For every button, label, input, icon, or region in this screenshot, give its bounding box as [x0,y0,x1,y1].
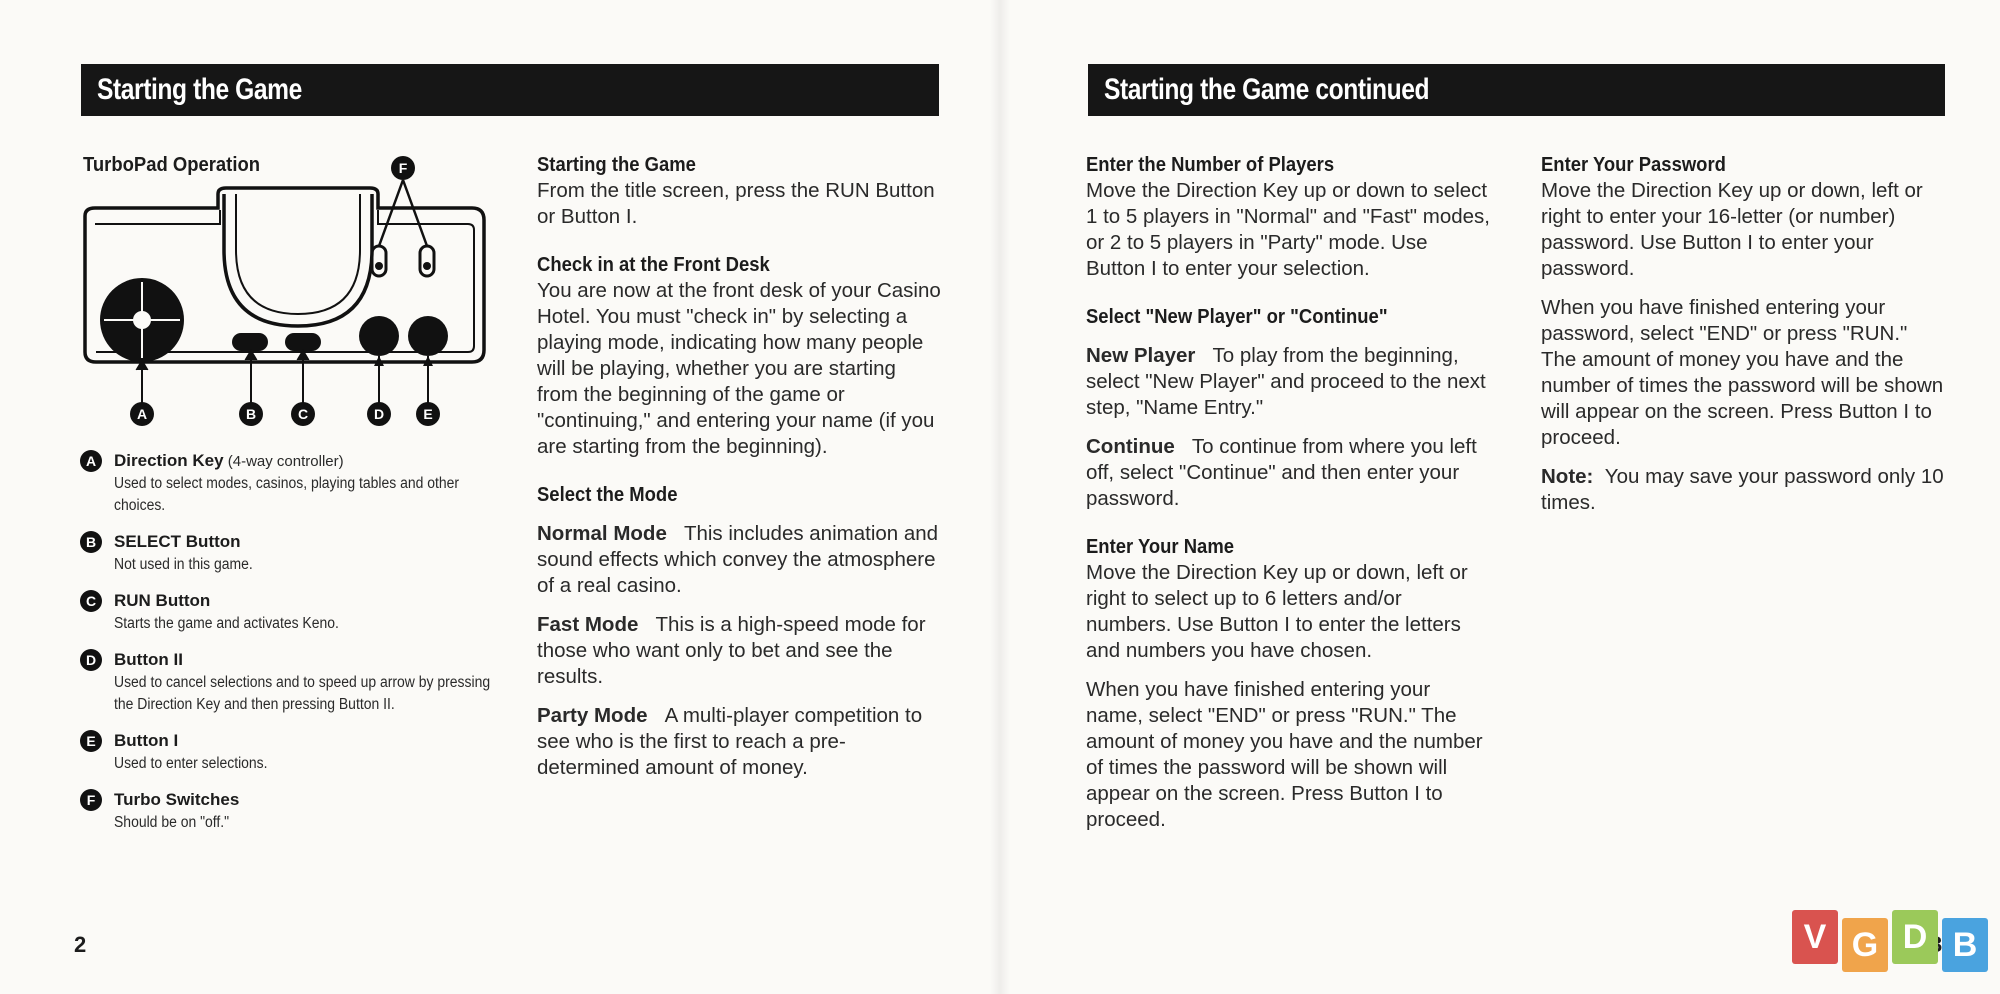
note-lead: Note: [1541,465,1594,488]
diagram-label-d: D [373,406,385,422]
button-ii-shape [359,316,399,356]
legend-item [80,590,500,635]
normal-mode-lead: Normal Mode [537,522,667,545]
name-text-2: When you have finished entering your name, select "END" or press "RUN." The amount of money you have and the number of times the password will be shown will appear on the screen. Press Button I to proceed. [1086,678,1483,831]
turbo-switch-right [420,246,434,276]
players-text: Move the Direction Key up or down to select 1 to 5 players in "Normal" and "Fast" modes, or 2 to 5 players in "Party" mode. Use Button I to enter your selection. [1086,179,1490,280]
button-legend [80,450,500,848]
diagram-label-a: A [136,406,148,422]
mode-heading: Select the Mode [537,483,678,506]
left-banner [81,64,939,116]
starting-text: From the title screen, press the RUN Button or Button I. [537,179,935,228]
party-mode-text: A multi-player competition to see who is the first to reach a pre-determined amount of money. [537,704,923,779]
continue-text: To continue from where you left off, select "Continue" and then enter your password. [1086,435,1477,510]
legend-description: Should be on "off." [114,814,230,831]
new-player-text: To play from the beginning, select "New Player" and proceed to the next step, "Name Entry." [1086,344,1486,419]
right-col-1 [1086,152,1491,833]
fast-mode-lead: Fast Mode [537,613,639,636]
continue-lead: Continue [1086,435,1175,458]
name-text: Move the Direction Key up or down, left or right to select up to 6 letters and/or numbers. Use Button I to enter the letters and numbers you have chosen. [1086,561,1468,662]
watermark-tile-g: G [1842,918,1888,972]
watermark-tile-v: V [1792,910,1838,964]
legend-description: Used to select modes, casinos, playing tables and other choices. [114,475,460,514]
party-mode-paragraph [537,703,942,781]
diagram-label-e: E [423,406,433,422]
watermark-tile-b: B [1942,918,1988,972]
fast-mode-text: This is a high-speed mode for those who want only to bet and see the results. [537,613,926,688]
legend-item [80,649,500,716]
left-text-column [537,152,942,781]
left-page-number: 2 [74,932,87,957]
watermark-tile-d: D [1892,910,1938,964]
note-paragraph [1541,464,1946,516]
legend-description: Starts the game and activates Keno. [114,615,339,632]
legend-badge: E [80,730,102,752]
legend-item [80,789,500,834]
legend-badge: F [80,789,102,811]
legend-item [80,450,500,517]
legend-item [80,531,500,576]
fast-mode-paragraph [537,612,942,690]
diagram-label-f: F [398,160,408,176]
legend-title: Button II [114,650,183,669]
legend-title: SELECT Button [114,532,241,551]
checkin-text: You are now at the front desk of your Casino Hotel. You must "check in" by selecting a playing mode, indicating how many people will be playing, whether you are starting from the beginning of the game or "continuing," and entering your name (if you are starting from the beginning). [537,279,941,458]
select-player-heading: Select "New Player" or "Continue" [1086,305,1388,328]
diagram-label-c: C [297,406,309,422]
legend-description: Used to enter selections. [114,755,268,772]
note-text: You may save your password only 10 times. [1541,465,1944,514]
continue-paragraph [1086,434,1491,512]
password-heading: Enter Your Password [1541,153,1726,176]
party-mode-lead: Party Mode [537,704,648,727]
legend-subtitle: (4-way controller) [223,453,344,470]
left-banner-title: Starting the Game [97,73,302,106]
name-heading: Enter Your Name [1086,535,1234,558]
legend-title: Direction Key [114,451,224,470]
password-text-2: When you have finished entering your password, select "END" or press "RUN." The amount of money you have and the number of times the password will be shown will appear on the screen. Press Button I to proceed. [1541,296,1944,449]
legend-title: RUN Button [114,591,211,610]
players-heading: Enter the Number of Players [1086,153,1335,176]
legend-description: Used to cancel selections and to speed up arrow by pressing the Direction Key and then pressing Button II. [114,674,491,713]
page-spine [990,0,1010,994]
right-banner-title: Starting the Game continued [1104,73,1430,106]
run-button-shape [285,333,321,351]
new-player-lead: New Player [1086,344,1196,367]
normal-mode-text: This includes animation and sound effects which convey the atmosphere of a real casino. [537,522,939,597]
legend-item [80,730,500,775]
diagram-title: TurboPad Operation [83,153,260,176]
legend-badge: D [80,649,102,671]
turbo-switch-left [372,246,386,276]
right-banner [1088,64,1945,116]
right-col-2 [1541,152,1946,516]
password-text: Move the Direction Key up or down, left or right to enter your 16-letter (or number) password. Use Button I to enter your password. [1541,179,1923,280]
diagram-label-b: B [245,406,257,422]
legend-badge: C [80,590,102,612]
select-button-shape [232,333,268,351]
starting-heading: Starting the Game [537,153,696,176]
turbopad-diagram [70,150,510,430]
vgdb-watermark [1792,904,1992,974]
new-player-paragraph [1086,343,1491,421]
legend-badge: B [80,531,102,553]
legend-badge: A [80,450,102,472]
legend-title: Turbo Switches [114,790,240,809]
legend-description: Not used in this game. [114,556,253,573]
button-i-shape [408,316,448,356]
normal-mode-paragraph [537,521,942,599]
legend-title: Button I [114,731,179,750]
checkin-heading: Check in at the Front Desk [537,253,770,276]
